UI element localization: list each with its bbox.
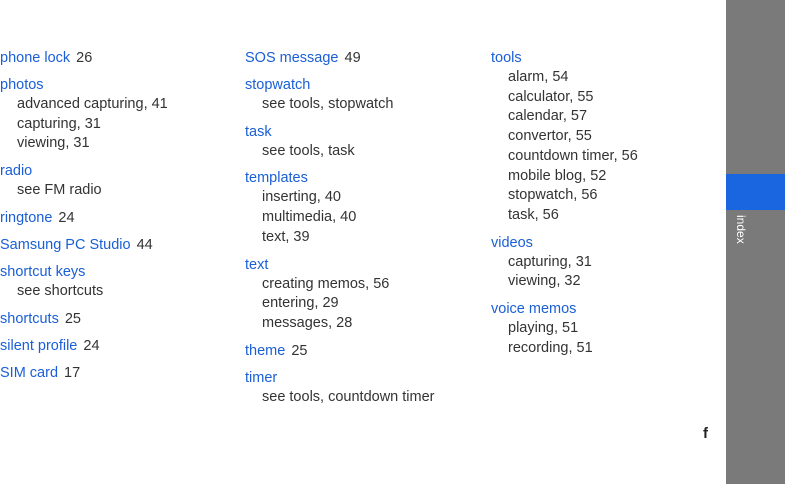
index-subentry: capturing, 31 xyxy=(508,253,592,270)
index-term xyxy=(491,299,721,319)
index-subentry: see tools, countdown timer xyxy=(262,388,435,405)
index-entry xyxy=(0,161,230,201)
index-entry xyxy=(245,48,480,68)
index-subentry: advanced capturing, 41 xyxy=(17,96,168,112)
index-subentry: convertor, 55 xyxy=(508,128,592,145)
index-term-label: timer xyxy=(245,369,278,386)
index-term xyxy=(0,75,230,95)
index-subentry: viewing, 32 xyxy=(508,273,581,290)
index-subentry: recording, 51 xyxy=(508,339,593,356)
index-column-1 xyxy=(0,48,230,390)
side-label: index xyxy=(734,215,748,244)
index-term xyxy=(0,208,230,228)
index-subentry: see FM radio xyxy=(17,182,102,199)
index-term xyxy=(0,48,230,68)
index-entry xyxy=(0,208,230,228)
index-page-number: 17 xyxy=(64,364,81,381)
index-subentry: creating memos, 56 xyxy=(262,275,390,292)
index-term xyxy=(0,336,230,356)
index-term-label: phone lock xyxy=(0,50,71,66)
index-entry xyxy=(245,255,480,334)
index-subentry: entering, 29 xyxy=(262,295,339,312)
index-term xyxy=(0,161,230,181)
index-subentry: playing, 51 xyxy=(508,320,579,337)
index-column-2 xyxy=(245,48,480,414)
index-subentry: calculator, 55 xyxy=(508,88,594,105)
index-term-label: silent profile xyxy=(0,337,78,354)
index-entry xyxy=(491,299,721,358)
index-entry xyxy=(0,363,230,383)
index-term xyxy=(245,368,480,388)
index-subentry: viewing, 31 xyxy=(17,135,90,152)
index-term xyxy=(491,233,721,253)
index-subentry: inserting, 40 xyxy=(262,189,341,206)
index-subentry: stopwatch, 56 xyxy=(508,187,598,204)
index-term-label: SOS message xyxy=(245,50,339,66)
index-subentry: countdown timer, 56 xyxy=(508,147,638,164)
side-tab-index xyxy=(726,174,785,210)
index-page-number: 24 xyxy=(58,209,75,226)
index-subentry: capturing, 31 xyxy=(17,115,101,132)
index-entry xyxy=(0,75,230,154)
index-subentry: text, 39 xyxy=(262,228,310,245)
index-entry xyxy=(0,235,230,255)
index-subentry: calendar, 57 xyxy=(508,108,588,125)
index-entry xyxy=(0,309,230,329)
index-subentry: mobile blog, 52 xyxy=(508,167,607,184)
page-letter: f xyxy=(703,425,708,442)
index-page-number: 24 xyxy=(83,337,100,354)
index-term xyxy=(0,309,230,329)
index-term-label: task xyxy=(245,123,272,140)
index-subentry: see tools, stopwatch xyxy=(262,96,394,112)
index-term-label: theme xyxy=(245,342,286,359)
index-entry xyxy=(491,233,721,292)
index-term-label: radio xyxy=(0,163,33,180)
index-term-label: shortcut keys xyxy=(0,263,86,280)
index-term-label: tools xyxy=(491,50,522,66)
index-term-label: videos xyxy=(491,234,533,251)
index-term xyxy=(245,122,480,142)
index-page-number: 49 xyxy=(344,50,361,66)
index-term-label: voice memos xyxy=(491,301,577,318)
index-term-label: ringtone xyxy=(0,209,53,226)
index-term-label: SIM card xyxy=(0,364,59,381)
index-subentry: multimedia, 40 xyxy=(262,209,357,226)
index-term xyxy=(245,341,480,361)
index-term-label: stopwatch xyxy=(245,77,311,93)
index-page-number: 25 xyxy=(291,342,308,359)
index-subentry: see tools, task xyxy=(262,142,355,159)
index-term xyxy=(0,235,230,255)
index-term xyxy=(0,262,230,282)
index-term xyxy=(0,363,230,383)
index-subentry: alarm, 54 xyxy=(508,69,569,85)
index-term-label: text xyxy=(245,256,269,273)
index-term xyxy=(245,75,480,95)
index-term xyxy=(245,48,480,68)
index-entry xyxy=(245,168,480,247)
index-term-label: templates xyxy=(245,170,308,187)
index-entry xyxy=(245,368,480,408)
index-entry xyxy=(491,48,721,226)
index-term-label: photos xyxy=(0,77,44,93)
index-term xyxy=(491,48,721,68)
index-subentry: task, 56 xyxy=(508,206,559,223)
index-entry xyxy=(0,336,230,356)
index-entry xyxy=(245,75,480,115)
index-column-3 xyxy=(491,48,721,365)
index-page-number: 25 xyxy=(64,310,81,327)
index-page-number: 44 xyxy=(136,236,153,253)
index-term xyxy=(245,168,480,188)
index-entry xyxy=(245,122,480,162)
index-page-number: 26 xyxy=(76,50,93,66)
index-entry xyxy=(245,341,480,361)
index-subentry: see shortcuts xyxy=(17,282,104,299)
index-subentry: messages, 28 xyxy=(262,314,353,331)
index-entry xyxy=(0,48,230,68)
index-term xyxy=(245,255,480,275)
index-term-label: Samsung PC Studio xyxy=(0,236,131,253)
index-term-label: shortcuts xyxy=(0,310,59,327)
index-entry xyxy=(0,262,230,302)
